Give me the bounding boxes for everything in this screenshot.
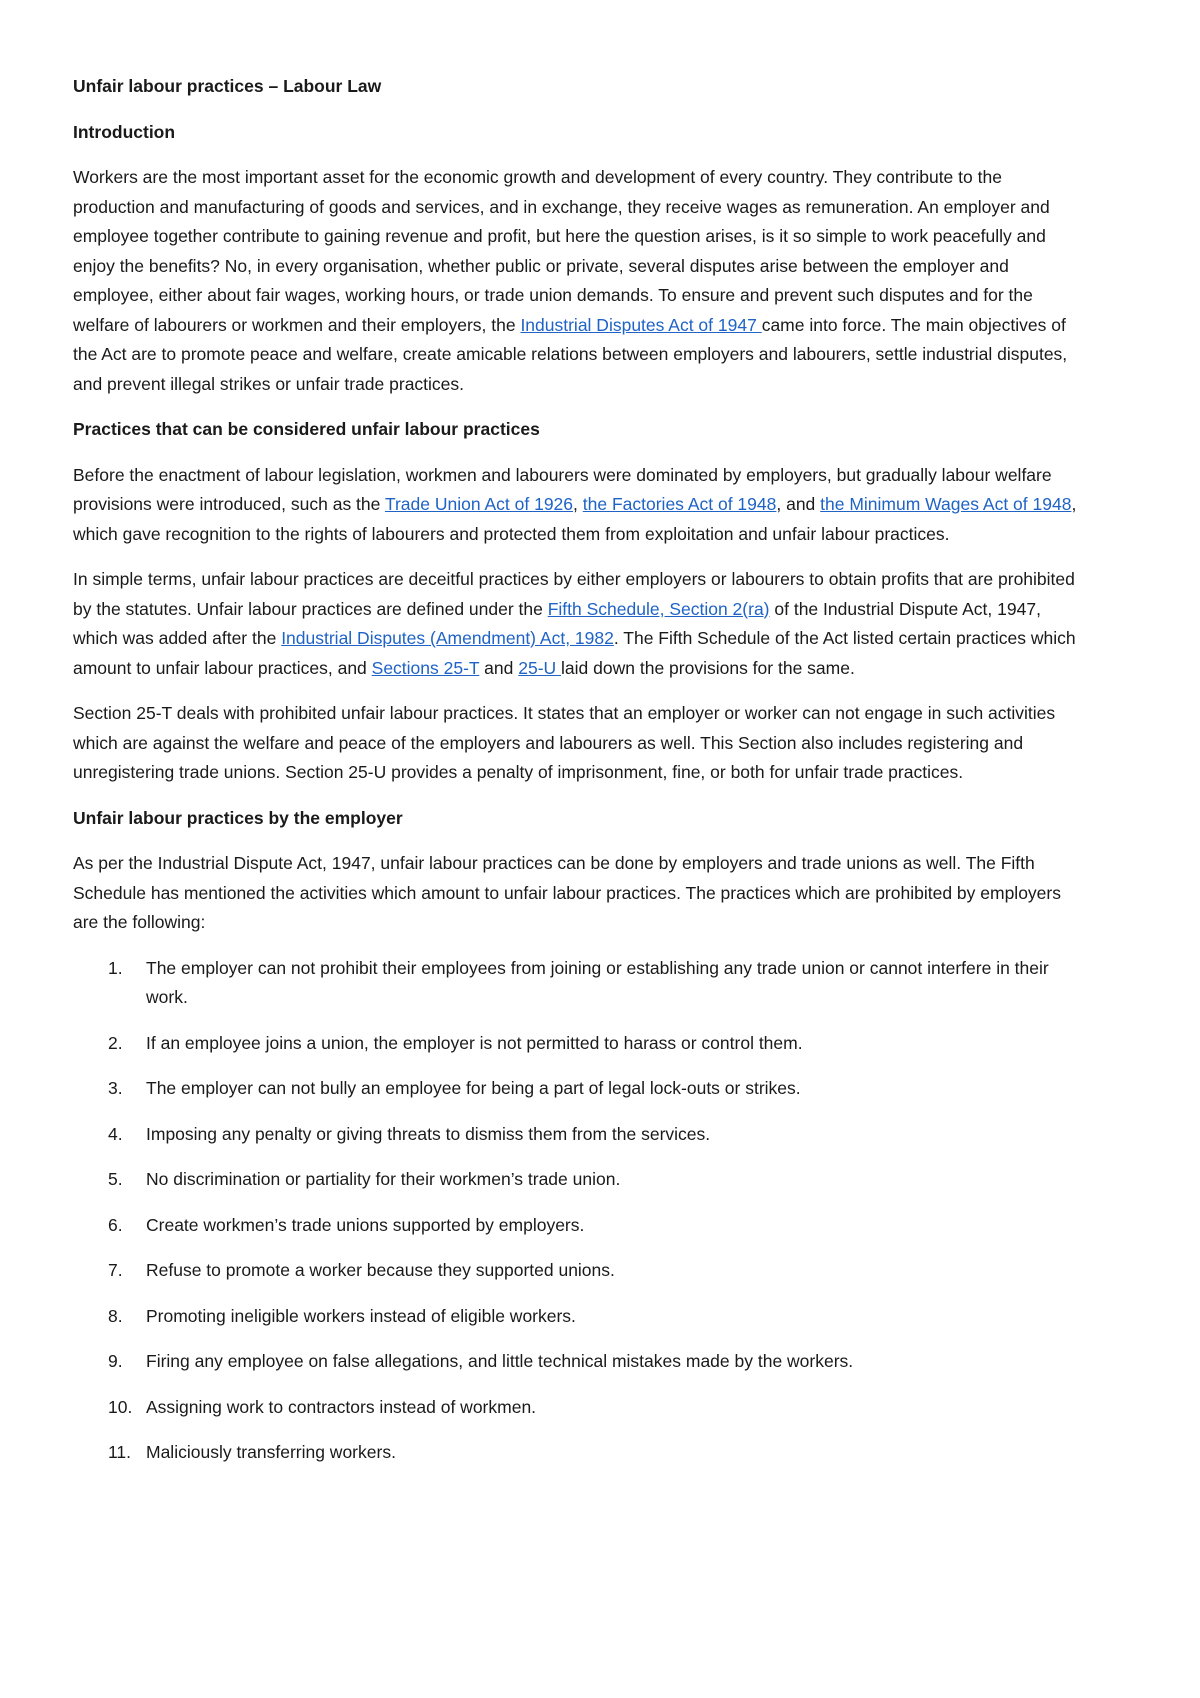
list-item [73,954,1080,1013]
list-item-text: Assigning work to contractors instead of workmen. [146,1396,537,1417]
list-item-text: Promoting ineligible workers instead of eligible workers. [146,1305,576,1326]
list-item-text: Create workmen’s trade unions supported by employers. [146,1214,585,1235]
practices-p1-text-1: Before the enactment of labour legislation, workmen and labourers were dominated by employers, but gradually labour welfare provisions were introduced, such as the [73,464,1052,514]
practices-paragraph-2 [73,565,1080,683]
section-heading-employer: Unfair labour practices by the employer [73,807,403,828]
industrial-disputes-act-link[interactable]: Industrial Disputes Act of 1947 [520,314,762,335]
section-heading-introduction: Introduction [73,121,176,142]
amendment-act-link[interactable]: Industrial Disputes (Amendment) Act, 1982 [281,628,614,648]
list-item [73,1029,1080,1059]
section-25t-link[interactable]: Sections 25-T [371,657,480,678]
list-item-text: Imposing any penalty or giving threats to dismiss them from the services. [146,1123,711,1144]
employer-paragraph: As per the Industrial Dispute Act, 1947, unfair labour practices can be done by employers and trade unions as well. The Fifth Schedule has mentioned the activities which amount to unfair labour practices. The practices which are prohibited by employers are the following: [73,853,1061,932]
intro-text-1: Workers are the most important asset for the economic growth and development of every country. They contribute to the production and manufacturing of goods and services, and in exchange, they receive wages as remuneration. An employer and employee together contribute to gaining revenue and profit, but here the question arises, is it so simple to work peacefully and enjoy the benefits? No, in every organisation, whether public or private, several disputes arise between the employer and employee, either about fair wages, working hours, or trade union demands. To ensure and prevent such disputes and for the welfare of labourers or workmen and their employers, the [73,167,1050,335]
practices-p1-text-2: , [573,494,583,514]
practices-p2-text-5: laid down the provisions for the same. [561,657,855,678]
practices-paragraph-1 [73,461,1080,550]
list-item-text: Firing any employee on false allegations, and little technical mistakes made by the workers. [146,1351,854,1371]
intro-paragraph [73,163,1080,399]
list-item [73,1165,1080,1195]
list-item-text: If an employee joins a union, the employer is not permitted to harass or control them. [146,1032,803,1053]
fifth-schedule-link[interactable]: Fifth Schedule, Section 2(ra) [547,598,770,619]
practices-p2-text-3: . The Fifth Schedule of the Act listed certain practices which amount to unfair labour practices, and [73,628,1076,678]
list-item [73,1074,1080,1104]
list-item [73,1438,1080,1468]
list-item-number: 2. [108,1032,123,1053]
list-item [73,1120,1080,1150]
list-item-number: 11. [108,1442,132,1462]
minimum-wages-act-link[interactable]: the Minimum Wages Act of 1948 [820,494,1072,514]
list-item [73,1347,1080,1377]
list-item [73,1302,1080,1332]
list-item-text: No discrimination or partiality for their workmen’s trade union. [146,1169,621,1189]
section-25u-link[interactable]: 25-U [518,657,562,678]
employer-practices-list [73,954,1080,1468]
list-item-number: 4. [108,1123,123,1144]
practices-p1-text-3: , and [776,494,821,514]
list-item-text: Maliciously transferring workers. [146,1442,396,1462]
practices-p1-text-4: , which gave recognition to the rights of labourers and protected them from exploitation and unfair labour practices. [73,494,1077,544]
practices-p2-text-1: In simple terms, unfair labour practices are deceitful practices by either employers or labourers to obtain profits that are prohibited by the statutes. Unfair labour practices are defined under the [73,569,1075,619]
list-item-text: Refuse to promote a worker because they supported unions. [146,1260,615,1280]
list-item-number: 7. [108,1260,123,1280]
list-item-number: 5. [108,1169,123,1189]
list-item-text: The employer can not bully an employee for being a part of legal lock-outs or strikes. [146,1078,801,1098]
document-title: Unfair labour practices – Labour Law [73,76,382,96]
practices-paragraph-3: Section 25-T deals with prohibited unfair labour practices. It states that an employer or worker can not engage in such activities which are against the welfare and peace of the employers and labourers as well. This Section also includes registering and unregistering trade unions. Section 25-U provides a penalty of imprisonment, fine, or both for unfair trade practices. [73,703,1056,782]
intro-text-2: came into force. The main objectives of the Act are to promote peace and welfare, create amicable relations between employers and labourers, settle industrial disputes, and prevent illegal strikes or unfair trade practices. [73,314,1068,394]
list-item-number: 1. [108,957,123,978]
practices-p2-text-4: and [479,657,519,678]
section-heading-practices: Practices that can be considered unfair labour practices [73,419,540,439]
list-item-text: The employer can not prohibit their employees from joining or establishing any trade union or cannot interfere in their work. [146,957,1049,1007]
factories-act-link[interactable]: the Factories Act of 1948 [582,494,777,514]
list-item-number: 10. [108,1396,133,1417]
list-item-number: 3. [108,1078,123,1098]
practices-p2-text-2: of the Industrial Dispute Act, 1947, which was added after the [73,598,1041,648]
list-item-number: 6. [108,1214,123,1235]
list-item-number: 8. [108,1305,123,1326]
list-item [73,1393,1080,1423]
list-item [73,1211,1080,1241]
list-item-number: 9. [108,1351,123,1371]
list-item [73,1256,1080,1286]
trade-union-act-link[interactable]: Trade Union Act of 1926 [384,494,574,514]
